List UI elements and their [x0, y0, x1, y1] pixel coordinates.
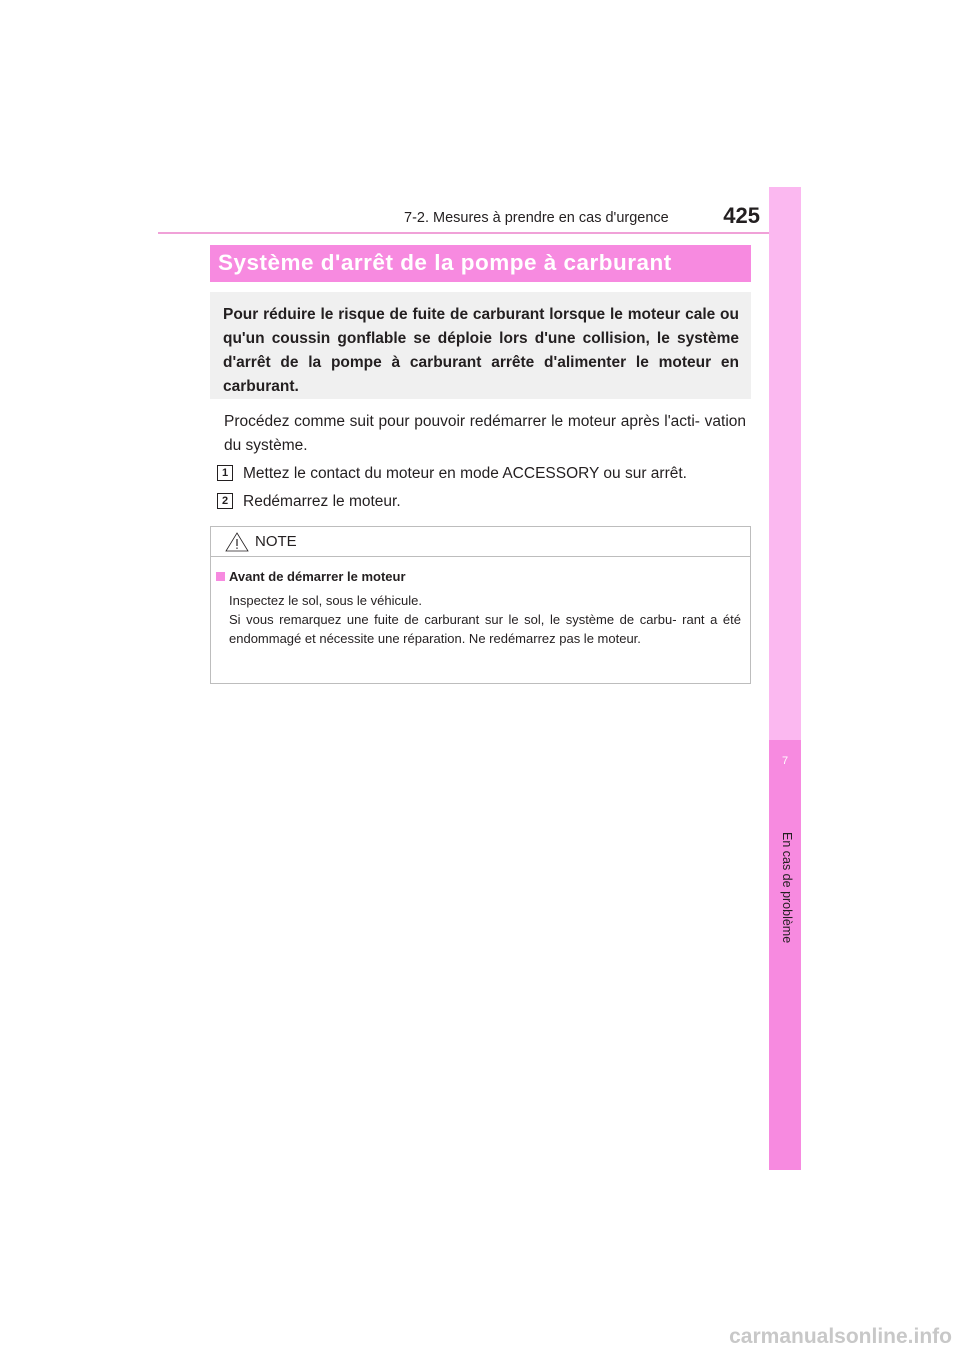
intro-box — [210, 292, 751, 399]
step-2 — [217, 490, 757, 514]
chapter-title: En cas de problème — [780, 832, 794, 944]
note-header — [211, 527, 750, 557]
header-rule — [158, 232, 800, 234]
note-line-1: Inspectez le sol, sous le véhicule. — [229, 593, 422, 608]
running-head: 7-2. Mesures à prendre en cas d'urgence — [404, 210, 669, 226]
section-title-bar — [210, 245, 751, 282]
note-heading-text: Avant de démarrer le moteur — [229, 569, 406, 584]
step-text: Redémarrez le moteur. — [243, 493, 401, 510]
note-heading — [216, 569, 406, 584]
note-line-2: Si vous remarquez une fuite de carburant sur le sol, le système de carbu- rant a été endommagé et nécessite une réparation. Ne redémarrez pas le moteur. — [229, 612, 741, 646]
step-1 — [217, 462, 757, 486]
body-paragraph: Procédez comme suit pour pouvoir redémarrer le moteur après l'acti- vation du système. — [224, 413, 746, 454]
note-label: NOTE — [255, 533, 297, 550]
note-body — [229, 591, 741, 648]
watermark: carmanualsonline.info — [729, 1325, 952, 1348]
page-number: 425 — [723, 203, 760, 228]
step-number-box: 1 — [217, 465, 233, 481]
intro-text: Pour réduire le risque de fuite de carburant lorsque le moteur cale ou qu'un coussin gonflable se déploie lors d'une collision, le système d'arrêt de la pompe à carburant arrête d'alimenter le moteur en carburant. — [223, 306, 739, 395]
section-title: Système d'arrêt de la pompe à carburant — [218, 250, 672, 275]
step-number-box: 2 — [217, 493, 233, 509]
step-text: Mettez le contact du moteur en mode ACCESSORY ou sur arrêt. — [243, 465, 687, 482]
square-bullet-icon — [216, 572, 225, 581]
body-text — [224, 410, 746, 458]
chapter-number: 7 — [781, 755, 789, 767]
warning-triangle-icon — [225, 532, 249, 552]
note-box — [210, 526, 751, 684]
